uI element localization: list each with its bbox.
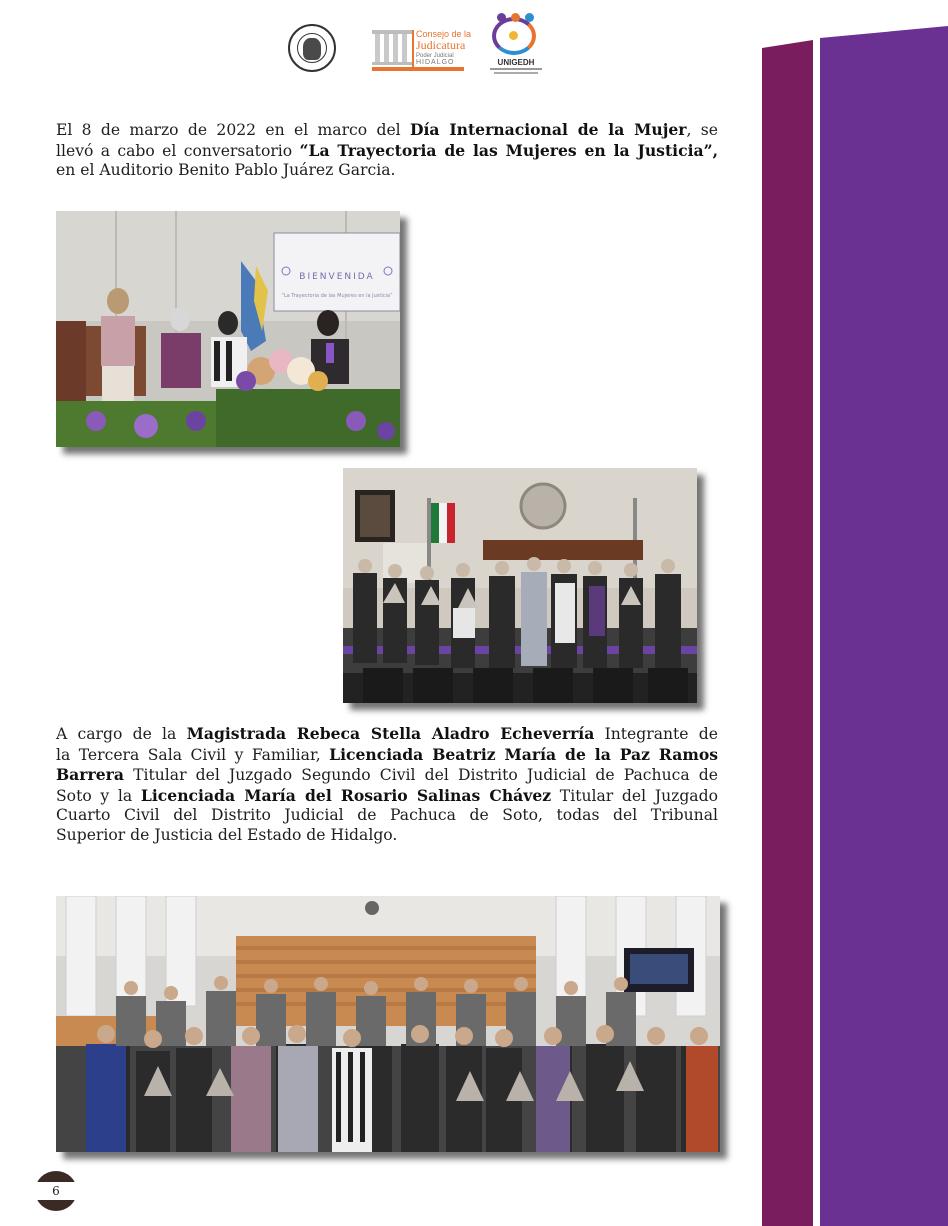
intro-line-3: en el Auditorio Benito Pablo Juárez Garcia. bbox=[56, 161, 396, 179]
figure-dot bbox=[525, 13, 534, 22]
intro-bold-event: Día Internacional de la Mujer bbox=[409, 120, 687, 139]
side-stripes bbox=[762, 0, 948, 1226]
intro-paragraph bbox=[56, 120, 718, 181]
photo-auditorium-group bbox=[56, 896, 720, 1152]
intro-text: El 8 de marzo de 2022 en el marco del bbox=[56, 121, 410, 139]
body-text: Soto y la bbox=[56, 786, 141, 805]
photo-stage-group bbox=[343, 468, 697, 703]
stripe-dark-purple bbox=[762, 40, 813, 1226]
body-line-4 bbox=[56, 786, 718, 807]
slide-title: BIENVENIDA bbox=[299, 272, 375, 282]
logo-text-line3: Poder Judicial bbox=[416, 53, 454, 59]
body-text: la Tercera Sala Civil y Familiar, bbox=[56, 745, 330, 764]
unigedh-logo bbox=[486, 13, 546, 75]
body-bold-name: Licenciada María del Rosario Salinas Chávez bbox=[140, 785, 552, 805]
column bbox=[384, 34, 389, 62]
intro-line-2 bbox=[56, 141, 718, 162]
page-number-badge bbox=[35, 1171, 77, 1211]
body-paragraph bbox=[56, 724, 718, 845]
intro-text: , se bbox=[686, 121, 718, 139]
figure-dot bbox=[509, 31, 518, 40]
body-text: Titular del Juzgado Segundo Civil del Distrito Judicial de Pachuca de bbox=[123, 766, 718, 784]
body-bold-name: Magistrada Rebeca Stella Aladro Echeverría bbox=[186, 724, 595, 743]
intro-text: llevó a cabo el conversatorio bbox=[56, 141, 300, 160]
figure-dot bbox=[497, 13, 506, 22]
intro-bold-title: “La Trayectoria de las Mujeres en la Justicia”, bbox=[299, 140, 718, 160]
body-line-3 bbox=[56, 765, 718, 786]
body-text: Titular del Juzgado bbox=[551, 786, 718, 805]
figure-dot bbox=[511, 13, 520, 22]
column bbox=[402, 34, 407, 62]
logo-text-line2: Judicatura bbox=[416, 38, 466, 52]
columns-base bbox=[372, 62, 412, 65]
body-bold-name: Barrera bbox=[56, 765, 124, 784]
unigedh-text: UNIGEDH bbox=[497, 58, 535, 67]
body-line-2 bbox=[56, 745, 718, 766]
logo-divider bbox=[412, 30, 414, 70]
slide-subtitle: “La Trayectoria de las Mujeres en la Justicia” bbox=[281, 293, 393, 299]
column bbox=[393, 34, 398, 62]
page-badge-top bbox=[35, 1171, 77, 1182]
consejo-logo-underline bbox=[372, 67, 464, 71]
body-line-5: Cuarto Civil del Distrito Judicial de Pachuca de Soto, todas del Tribunal bbox=[56, 806, 718, 824]
stripe-purple bbox=[820, 26, 948, 1226]
logo-text-line1: Consejo de la bbox=[416, 29, 472, 39]
intro-line-1 bbox=[56, 120, 718, 141]
page-number: 6 bbox=[52, 1184, 60, 1198]
page-badge-bottom bbox=[35, 1200, 77, 1211]
column bbox=[375, 34, 380, 62]
body-text: A cargo de la bbox=[56, 725, 187, 743]
body-line-1 bbox=[56, 724, 718, 745]
seal-emblem bbox=[303, 38, 321, 60]
body-line-6: Superior de Justicia del Estado de Hidalgo. bbox=[56, 825, 398, 844]
photo-panel-discussion bbox=[56, 211, 400, 447]
body-text: Integrante de bbox=[594, 725, 718, 743]
body-bold-name: Licenciada Beatriz María de la Paz Ramos bbox=[329, 744, 718, 764]
logo-text-line4: HIDALGO bbox=[416, 59, 455, 66]
seal-icon bbox=[288, 24, 336, 72]
consejo-judicatura-logo bbox=[372, 28, 472, 72]
unigedh-tagline-line bbox=[494, 72, 538, 74]
unigedh-tagline-line bbox=[490, 68, 542, 70]
